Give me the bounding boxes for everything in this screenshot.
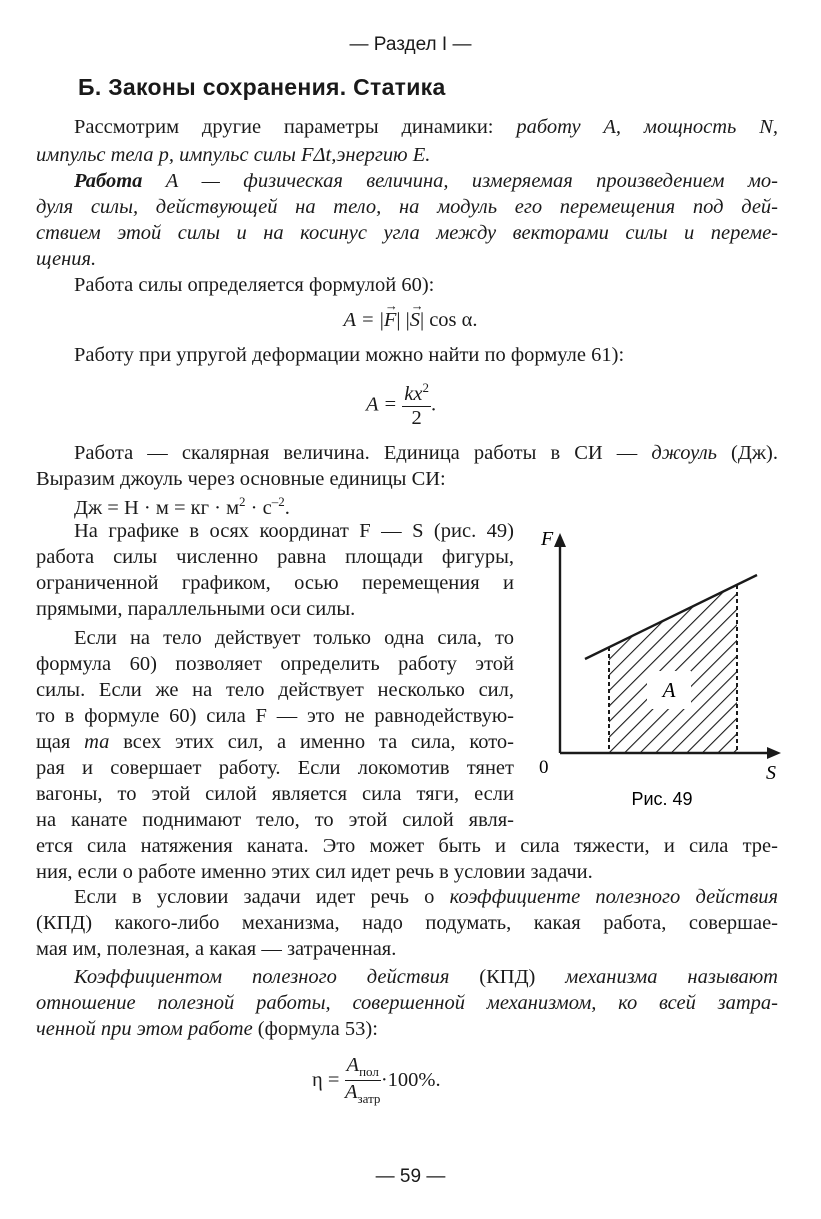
efficiency-def-line-1: Коэффициентом полезного действия (КПД) механизма называют bbox=[74, 966, 778, 988]
graph-text-line-5: Если на тело действует только одна сила, то bbox=[74, 627, 514, 649]
graph-text-line-13: ется сила натяжения каната. Это может быть и сила тяжести, и сила тре- bbox=[36, 835, 778, 857]
graph-text-line-6: формула 60) позволяет определить работу этой bbox=[36, 653, 514, 675]
x-axis-arrow-icon bbox=[767, 747, 781, 759]
graph-text-line-3: ограниченной графиком, осью перемещения и bbox=[36, 572, 514, 594]
page-number: — 59 — bbox=[375, 1166, 446, 1187]
formula-60: A = |F → | |S → | cos α. bbox=[343, 298, 478, 331]
work-definition-line-3: ствием этой силы и на косинус угла между векторами силы и переме- bbox=[36, 222, 778, 244]
graph-text-line-11: вагоны, то этой силой является сила тяги, если bbox=[36, 783, 514, 805]
work-definition-line-4: щения. bbox=[36, 248, 97, 270]
formula-60-intro: Работа силы определяется формулой 60): bbox=[74, 274, 435, 296]
graph-text-line-4: прямыми, параллельными оси силы. bbox=[36, 598, 356, 620]
efficiency-def-line-2: отношение полезной работы, совершенной механизмом, ко всей затра- bbox=[36, 992, 778, 1014]
formula-53: η = $\frac{A_{пол}}{A_{затр}}$ ·100%. bbox=[312, 1054, 441, 1107]
graph-text-line-1: На графике в осях координат F — S (рис. 49) bbox=[74, 520, 514, 542]
running-header: — Раздел I — bbox=[349, 34, 472, 55]
section-title: Б. Законы сохранения. Статика bbox=[78, 74, 446, 100]
graph-text-line-12: на канате поднимают тело, то этой силой явля- bbox=[36, 809, 514, 831]
efficiency-line-3: мая им, полезная, а какая — затраченная. bbox=[36, 938, 397, 960]
units-line-2: Выразим джоуль через основные единицы СИ: bbox=[36, 468, 446, 490]
graph-text-line-9: щая та всех этих сил, а именно та сила, кото- bbox=[36, 731, 514, 753]
work-definition-line-1: Работа А — физическая величина, измеряемая произведением мо- bbox=[74, 170, 778, 192]
units-line-1: Работа — скалярная величина. Единица работы в СИ — джоуль (Дж). bbox=[74, 442, 778, 464]
graph-text-line-14: ния, если о работе именно этих сил идет речь в условии задачи. bbox=[36, 861, 593, 883]
figure-caption: Рис. 49 bbox=[631, 789, 693, 809]
y-axis-arrow-icon bbox=[554, 533, 566, 547]
figure-49 bbox=[525, 525, 795, 815]
area-label: A bbox=[662, 678, 676, 702]
x-axis-label: S bbox=[766, 762, 776, 784]
y-axis-label: F bbox=[541, 528, 554, 550]
efficiency-line-2: (КПД) какого-либо механизма, надо подумать, какая работа, совершае- bbox=[36, 912, 778, 934]
origin-label: 0 bbox=[539, 757, 549, 778]
work-definition-line-2: дуля силы, действующей на тело, на модуль его перемещения под дей- bbox=[36, 196, 778, 218]
graph-text-line-2: работа силы численно равна площади фигуры, bbox=[36, 546, 514, 568]
intro-line-1: Рассмотрим другие параметры динамики: работу А, мощность N, bbox=[74, 116, 778, 138]
intro-line-2: импульс тела p, импульс силы FΔt,энергию Е. bbox=[36, 144, 431, 166]
formula-61-intro: Работу при упругой деформации можно найти по формуле 61): bbox=[74, 344, 625, 366]
work-area-hatch bbox=[609, 585, 737, 753]
graph-text-line-8: то в формуле 60) сила F — это не равнодействую- bbox=[36, 705, 514, 727]
graph-text-line-7: силы. Если же на тело действует несколько сил, bbox=[36, 679, 514, 701]
graph-text-line-10: рая и совершает работу. Если локомотив тянет bbox=[36, 757, 514, 779]
units-line-3: Дж = Н · м = кг · $м^2 \cdot с^{-2}$. bbox=[74, 494, 290, 519]
efficiency-line-1: Если в условии задачи идет речь о коэффициенте полезного действия bbox=[74, 886, 778, 908]
efficiency-def-line-3: ченной при этом работе (формула 53): bbox=[36, 1018, 378, 1040]
formula-61: A = $\frac{kx^2}{2}$ . bbox=[366, 380, 437, 429]
